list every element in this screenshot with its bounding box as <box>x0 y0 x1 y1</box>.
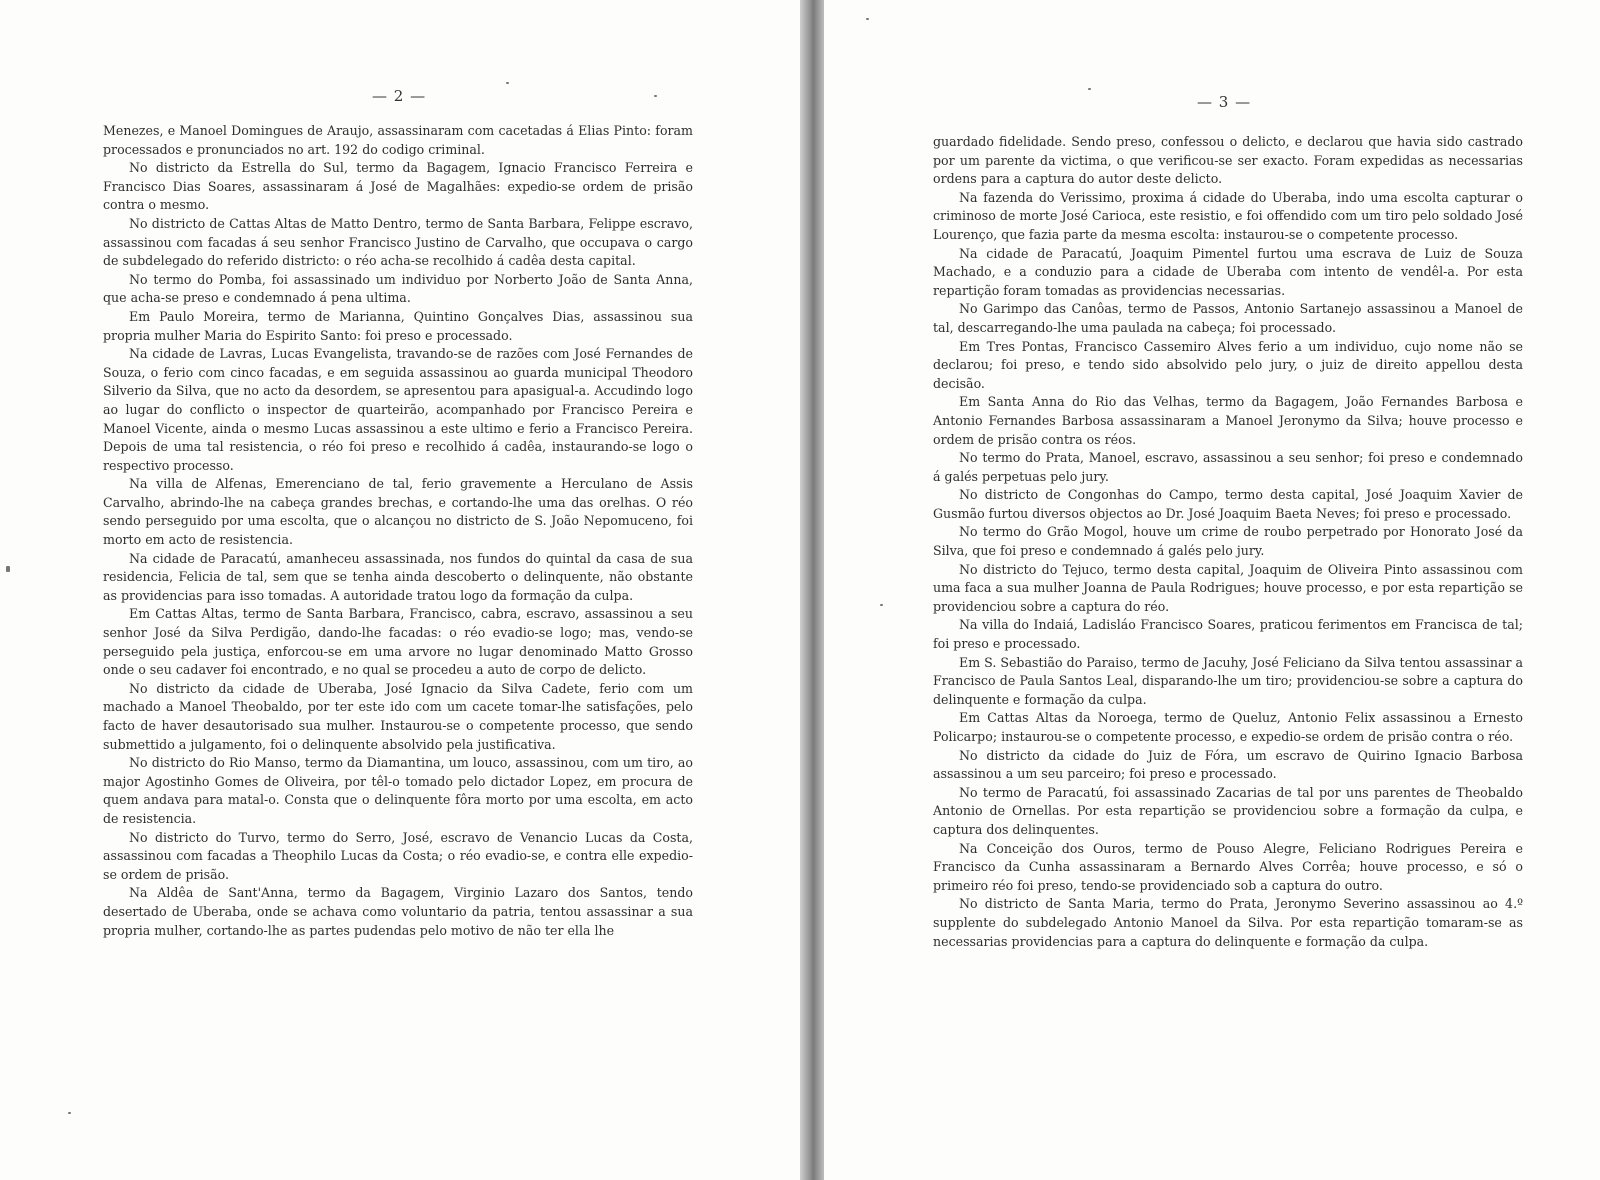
paragraph: No districto de Cattas Altas de Matto Dentro, termo de Santa Barbara, Felippe escravo, assassinou com facadas á seu senhor Francisco Justino de Carvalho, que occupava o cargo de subdelegado do referido districto: o réo acha-se recolhido á cadêa desta capital. <box>103 215 693 269</box>
paragraph: Em Cattas Altas, termo de Santa Barbara, Francisco, cabra, escravo, assassinou a seu senhor José da Silva Perdigão, dando-lhe facadas: o réo evadio-se logo; mas, vendo-se perseguido pela justiça, enforcou-se em uma arvore no lugar denominado Matto Grosso onde o seu cadaver foi encontrado, e no qual se procedeu a auto de corpo de delicto. <box>103 606 693 678</box>
paper-speck <box>506 82 509 84</box>
paragraph: No districto da Estrella do Sul, termo da Bagagem, Ignacio Francisco Ferreira e Francisco Dias Soares, assassinaram á José de Magalhães: expedio-se ordem de prisão contra o mesmo. <box>103 160 693 213</box>
book-gutter <box>800 0 824 1180</box>
paper-speck <box>68 1112 71 1114</box>
paragraph: Na Conceição dos Ouros, termo de Pouso Alegre, Feliciano Rodrigues Pereira e Francisco da Cunha assassinaram a Bernardo Alves Corrêa; houve processo, e só o primeiro réo foi preso, tendo-se providenciado sob a captura do outro. <box>933 840 1523 893</box>
paragraph: Em Paulo Moreira, termo de Marianna, Quintino Gonçalves Dias, assassinou sua propria mulher Maria do Espirito Santo: foi preso e processado. <box>103 308 693 343</box>
page-number: — 2 — <box>372 87 427 105</box>
paragraph: No districto da cidade do Juiz de Fóra, um escravo de Quirino Ignacio Barbosa assassinou a um seu parceiro; foi preso e processado. <box>933 747 1523 782</box>
paragraph: Na cidade de Paracatú, Joaquim Pimentel furtou uma escrava de Luiz de Souza Machado, e a conduzio para a cidade de Uberaba com intento de vendêl-a. Por esta repartição foram tomadas as providencias necessarias. <box>933 245 1523 298</box>
paragraph: Menezes, e Manoel Domingues de Araujo, assassinaram com cacetadas á Elias Pinto: foram processados e pronunciados no art. 192 do codigo criminal. <box>103 123 693 157</box>
paragraph: Em Tres Pontas, Francisco Cassemiro Alves ferio a um individuo, cujo nome não se declarou; foi preso, e tendo sido absolvido pelo jury, o juiz de direito appellou desta decisão. <box>933 338 1523 391</box>
paragraph: No districto do Turvo, termo do Serro, José, escravo de Venancio Lucas da Costa, assassinou com facadas a Theophilo Lucas da Costa; o réo evadio-se, e contra elle expedio-se ordem de prisão. <box>103 829 693 882</box>
paragraph: No districto do Rio Manso, termo da Diamantina, um louco, assassinou, com um tiro, ao major Agostinho Gomes de Oliveira, por têl-o tomado pelo dictador Lopez, em procura de quem andava para matal-o. Consta que o delinquente fôra morto por uma escolta, em acto de resistencia. <box>103 755 693 826</box>
paragraph: No termo do Grão Mogol, houve um crime de roubo perpetrado por Honorato José da Silva, que foi preso e condemnado á galés pelo jury. <box>933 524 1523 559</box>
paragraph: guardado fidelidade. Sendo preso, confessou o delicto, e declarou que havia sido castrado por um parente da victima, o que verificou-se ser exacto. Foram expedidas as necessarias ordens para a captura do autor deste delicto. <box>933 134 1523 187</box>
paragraph: Na fazenda do Verissimo, proxima á cidade do Uberaba, indo uma escolta capturar o criminoso de morte José Carioca, este resistio, e foi offendido com um tiro pelo soldado José Lourenço, que fazia parte da mesma escolta: instaurou-se o competente processo. <box>933 189 1523 242</box>
paragraph: Na villa de Alfenas, Emerenciano de tal, ferio gravemente a Herculano de Assis Carvalho, abrindo-lhe na cabeça grandes brechas, e cortando-lhe uma das orelhas. O réo sendo perseguido por uma escolta, que o alcançou no districto de S. João Nepomuceno, foi morto em acto de resistencia. <box>103 476 693 548</box>
paragraph: No termo do Pomba, foi assassinado um individuo por Norberto João de Santa Anna, que acha-se preso e condemnado á pena ultima. <box>103 271 693 306</box>
paragraph: No Garimpo das Canôas, termo de Passos, Antonio Sartanejo assassinou a Manoel de tal, descarregando-lhe uma paulada na cabeça; foi processado. <box>933 301 1523 335</box>
paragraph: No districto do Tejuco, termo desta capital, Joaquim de Oliveira Pinto assassinou com uma faca a sua mulher Joanna de Paula Rodrigues; houve processo, e por esta repartição se providenciou sobre a captura do réo. <box>933 561 1523 614</box>
paragraph: No termo de Paracatú, foi assassinado Zacarias de tal por uns parentes de Theobaldo Antonio de Ornellas. Por esta repartição se providenciou sobre a formação da culpa, e captura dos delinquentes. <box>933 784 1523 837</box>
page-body <box>103 122 693 940</box>
paragraph: Na cidade de Paracatú, amanheceu assassinada, nos fundos do quintal da casa de sua residencia, Felicia de tal, sem que se tenha ainda descoberto o delinquente, não obstante as providencias para isso tomadas. A autoridade tratou logo da formação da culpa. <box>103 550 693 603</box>
paragraph: Na villa do Indaiá, Ladisláo Francisco Soares, praticou ferimentos em Francisca de tal; foi preso e processado. <box>933 617 1523 652</box>
paragraph: No termo do Prata, Manoel, escravo, assassinou a seu senhor; foi preso e condemnado á galés perpetuas pelo jury. <box>933 450 1523 484</box>
paragraph: Na cidade de Lavras, Lucas Evangelista, travando-se de razões com José Fernandes de Souza, o ferio com cinco facadas, e em seguida assassinou ao guarda municipal Theodoro Silverio da Silva, que no acto da desordem, se apresentou para apasigual-a. Accudindo logo ao lugar do conflicto o inspector de quarteirão, acompanhado por Francisco Pereira e Manoel Vicente, ainda o mesmo Lucas assassinou a este ultimo e ferio a Francisco Pereira. Depois de uma tal resistencia, o réo foi preso e recolhido á cadêa, instaurando-se logo o respectivo processo. <box>103 346 693 473</box>
paper-speck <box>6 566 10 572</box>
paragraph: Em S. Sebastião do Paraiso, termo de Jacuhy, José Feliciano da Silva tentou assassinar a Francisco de Paula Santos Leal, disparando-lhe um tiro; providenciou-se sobre a captura do delinquente e formação da culpa. <box>933 654 1523 707</box>
paragraph: No districto de Congonhas do Campo, termo desta capital, José Joaquim Xavier de Gusmão furtou diversos objectos ao Dr. José Joaquim Baeta Neves; foi preso e processado. <box>933 487 1523 521</box>
paper-speck <box>1088 88 1091 90</box>
page-number: — 3 — <box>1197 93 1252 111</box>
paper-speck <box>654 95 657 97</box>
page-body <box>933 133 1523 951</box>
right-page <box>824 0 1600 1180</box>
paragraph: Em Cattas Altas da Noroega, termo de Queluz, Antonio Felix assassinou a Ernesto Policarpo; instaurou-se o competente processo, e expedio-se ordem de prisão contra o réo. <box>933 710 1523 744</box>
paragraph: Em Santa Anna do Rio das Velhas, termo da Bagagem, João Fernandes Barbosa e Antonio Fernandes Barbosa assassinaram a Manoel Jeronymo da Silva; houve processo e ordem de prisão contra os réos. <box>933 394 1523 447</box>
paper-speck <box>880 604 883 606</box>
paragraph: No districto de Santa Maria, termo do Prata, Jeronymo Severino assassinou ao 4.º supplente do subdelegado Antonio Manoel da Silva. Por esta repartição tomaram-se as necessarias providencias para a captura do delinquente e formação da culpa. <box>933 896 1523 949</box>
paragraph: Na Aldêa de Sant'Anna, termo da Bagagem, Virginio Lazaro dos Santos, tendo desertado de Uberaba, onde se achava como voluntario da patria, tentou assassinar a sua propria mulher, cortando-lhe as partes pudendas pelo motivo de não ter ella lhe <box>103 885 693 938</box>
paper-speck <box>866 18 869 20</box>
paragraph: No districto da cidade de Uberaba, José Ignacio da Silva Cadete, ferio com um machado a Manoel Theobaldo, por ter este ido com um cacete tomar-lhe satisfações, pelo facto de haver desautorisado sua mulher. Instaurou-se o competente processo, que sendo submettido a julgamento, foi o delinquente absolvido pela justificativa. <box>103 680 693 752</box>
